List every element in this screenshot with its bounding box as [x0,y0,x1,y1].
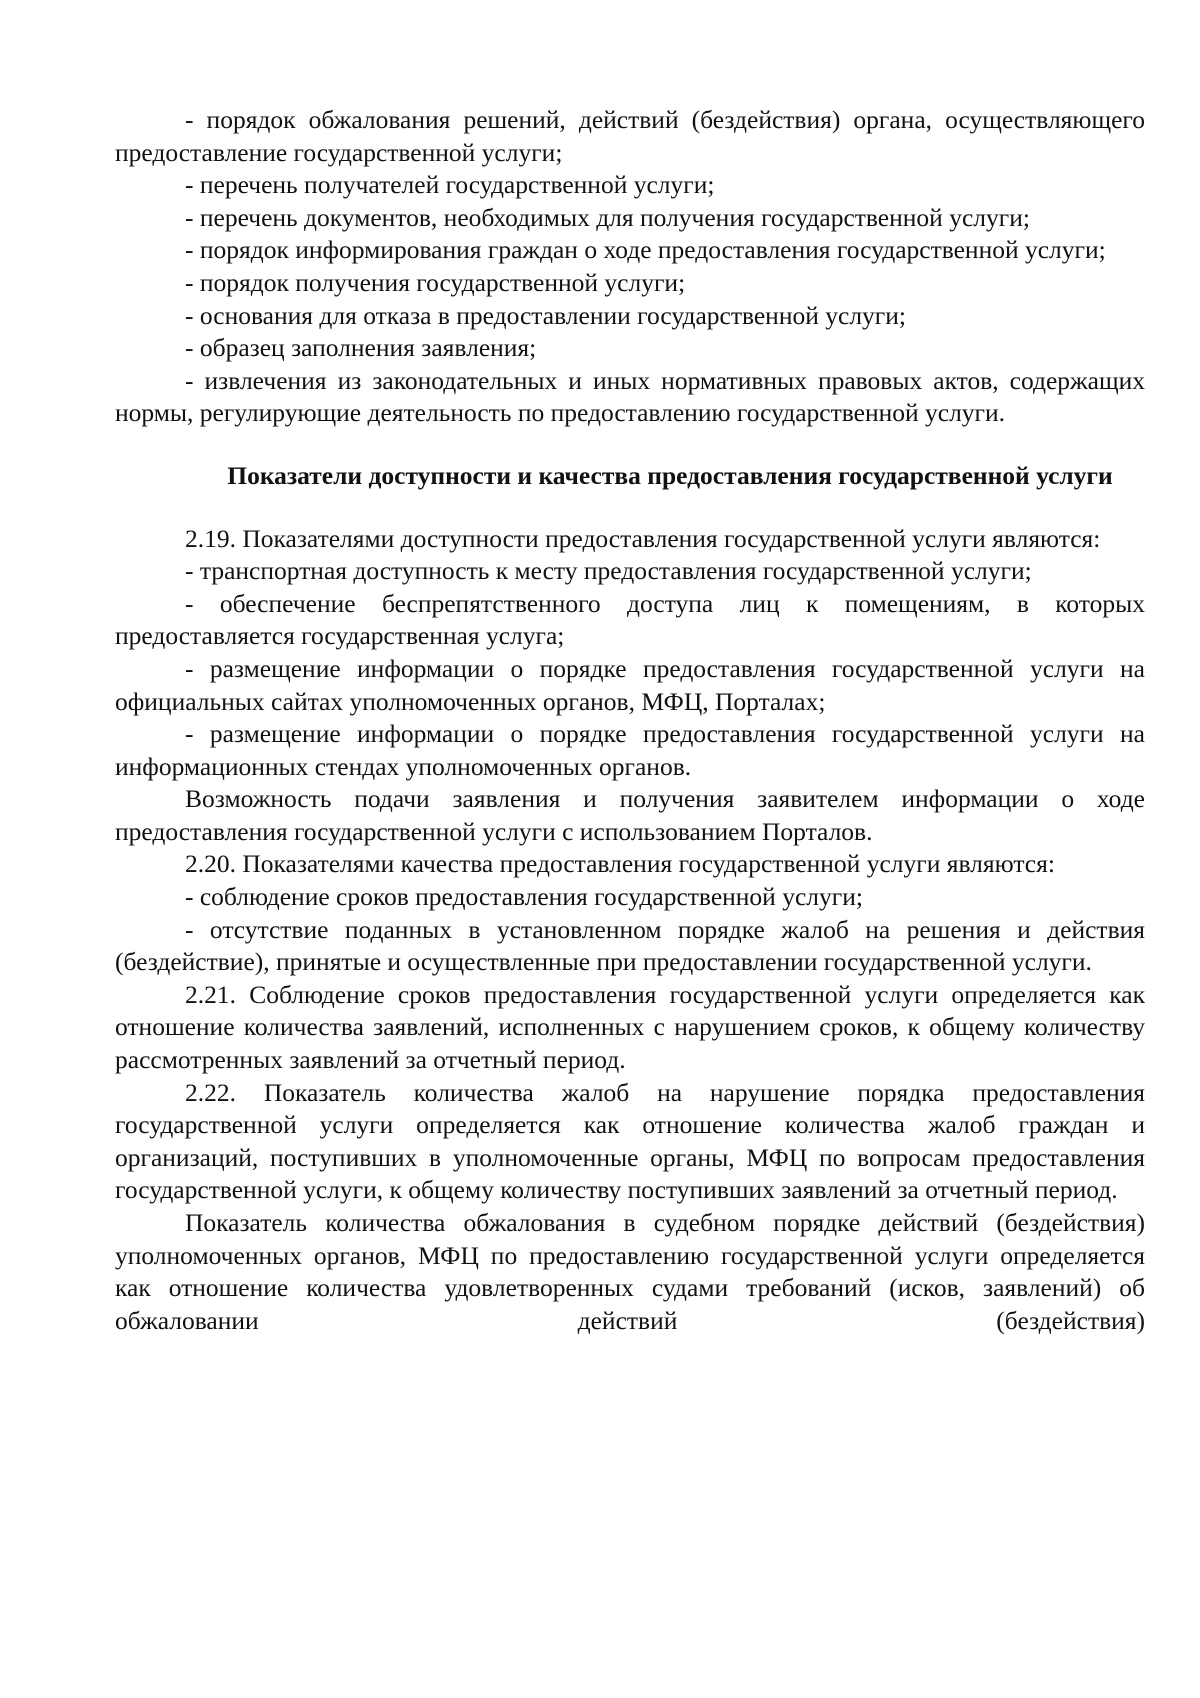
spacer [115,493,1145,523]
list-item: - порядок получения государственной услуги; [185,267,686,297]
list-item: - образец заполнения заявления; [185,333,537,363]
spacer [115,430,1145,460]
list-item: - размещение информации о порядке предоставления государственной услуги на информационных стендах уполномоченных органов. [115,719,1145,781]
section-heading: Показатели доступности и качества предоставления государственной услуги [227,460,1113,490]
paragraph: 2.19. Показателями доступности предоставления государственной услуги являются: [185,523,1101,553]
list-item: - обеспечение беспрепятственного доступа лиц к помещениям, в которых предоставляется государственная услуга; [115,588,1145,651]
list-item: - извлечения из законодательных и иных нормативных правовых актов, содержащих нормы, регулирующие деятельность по предоставлению государственной услуги. [115,365,1145,428]
list-item: - размещение информации о порядке предоставления государственной услуги на официальных сайтах уполномоченных органов, МФЦ, Порталах; [115,653,1145,716]
list-item: - отсутствие поданных в установленном порядке жалоб на решения и действия (бездействие), принятые и осуществленные при предоставлении государственной услуги. [115,914,1145,977]
list-item: - порядок обжалования решений, действий (бездействия) органа, осуществляющего предоставление государственной услуги; [115,105,1145,167]
paragraph: Возможность подачи заявления и получения заявителем информации о ходе предоставления государственной услуги с использованием Порталов. [115,784,1145,846]
list-item: - порядок информирования граждан о ходе предоставления государственной услуги; [185,235,1106,265]
list-item: - транспортная доступность к месту предоставления государственной услуги; [185,556,1032,586]
list-item: - перечень получателей государственной услуги; [185,170,715,200]
paragraph: 2.21. Соблюдение сроков предоставления государственной услуги определяется как отношение количества заявлений, исполненных с нарушением сроков, к общему количеству рассмотренных заявлений за отчетный период. [115,979,1145,1075]
list-item: - основания для отказа в предоставлении государственной услуги; [185,300,906,330]
paragraph: 2.20. Показателями качества предоставления государственной услуги являются: [185,849,1055,879]
list-item: - перечень документов, необходимых для получения государственной услуги; [185,202,1030,232]
list-item: - соблюдение сроков предоставления государственной услуги; [185,882,863,912]
paragraph: Показатель количества обжалования в судебном порядке действий (бездействия) уполномоченных органов, МФЦ по предоставлению государственной услуги определяется как отношение количества удовлетворенных судами требований (исков, заявлений) об обжаловании действий (бездействия) [115,1208,1145,1335]
paragraph: 2.22. Показатель количества жалоб на нарушение порядка предоставления государственной услуги определяется как отношение количества жалоб граждан и организаций, поступивших в уполномоченные органы, МФЦ по вопросам предоставления государственной услуги, к общему количеству поступивших заявлений за отчетный период. [115,1077,1145,1205]
document-page [115,104,1145,1337]
